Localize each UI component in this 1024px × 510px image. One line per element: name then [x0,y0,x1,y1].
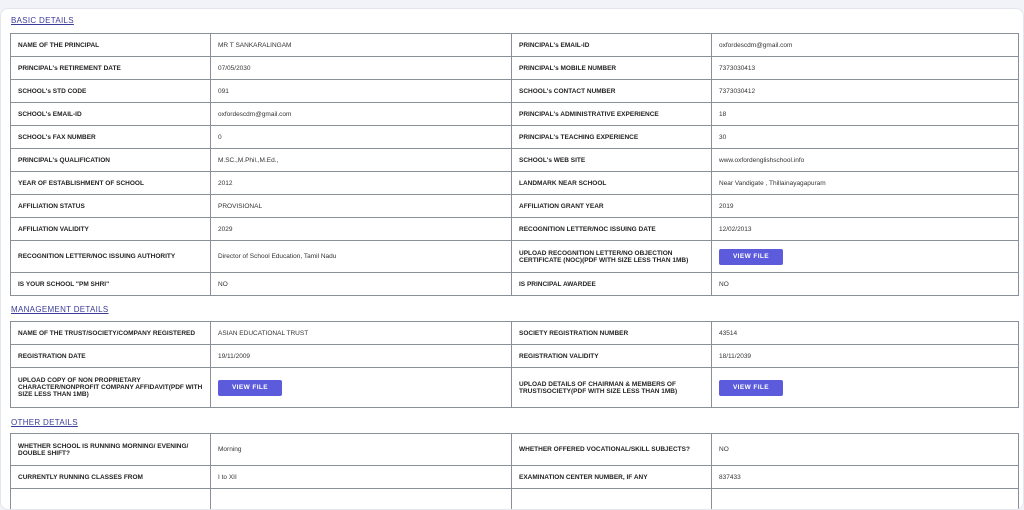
table-row [11,322,1019,345]
view-file-button[interactable]: VIEW FILE [218,380,282,396]
label-recognition-date: RECOGNITION LETTER/NOC ISSUING DATE [512,218,712,241]
value-admin-experience: 18 [712,103,1019,126]
label-std-code: SCHOOL's STD CODE [11,80,211,103]
value-trust-name: ASIAN EDUCATIONAL TRUST [211,322,512,345]
label-website: SCHOOL's WEB SITE [512,149,712,172]
cell-upload-chairman-details [712,368,1019,408]
label-recognition-authority: RECOGNITION LETTER/NOC ISSUING AUTHORITY [11,241,211,273]
value-principal-email: oxfordescdm@gmail.com [712,34,1019,57]
label-trust-name: NAME OF THE TRUST/SOCIETY/COMPANY REGISTERED [11,322,211,345]
other-details-table [10,433,1019,510]
table-row [11,34,1019,57]
value-std-code: 091 [211,80,512,103]
value-teaching-experience: 30 [712,126,1019,149]
label-teaching-experience: PRINCIPAL's TEACHING EXPERIENCE [512,126,712,149]
value-year-established: 2012 [211,172,512,195]
value-registration-date: 19/11/2009 [211,345,512,368]
table-row [11,241,1019,273]
value-principal-name: MR T SANKARALINGAM [211,34,512,57]
value-vocational-subjects: NO [712,434,1019,466]
table-row [11,57,1019,80]
value-fax-number: 0 [211,126,512,149]
value-recognition-authority: Director of School Education, Tamil Nadu [211,241,512,273]
label-landmark: LANDMARK NEAR SCHOOL [512,172,712,195]
label-upload-chairman-details: UPLOAD DETAILS OF CHAIRMAN & MEMBERS OF TRUST/SOCIETY(PDF WITH SIZE LESS THAN 1MB) [512,368,712,408]
table-row [11,126,1019,149]
management-details-table [10,321,1019,408]
value-registration-validity: 18/11/2039 [712,345,1019,368]
view-file-button[interactable]: VIEW FILE [719,249,783,265]
cell-upload-recognition-letter [712,241,1019,273]
value-retirement-date: 07/05/2030 [211,57,512,80]
label-registration-date: REGISTRATION DATE [11,345,211,368]
value-principal-mobile: 7373030413 [712,57,1019,80]
value-website: www.oxfordenglishschool.info [712,149,1019,172]
label-retirement-date: PRINCIPAL's RETIREMENT DATE [11,57,211,80]
section-title-management-details: MANAGEMENT DETAILS [11,305,109,314]
value-exam-center-number: 837433 [712,466,1019,489]
table-row [11,149,1019,172]
value-qualification: M.SC.,M.Phil.,M.Ed., [211,149,512,172]
value-school-contact: 7373030412 [712,80,1019,103]
table-row [11,273,1019,296]
label-affiliation-grant-year: AFFILIATION GRANT YEAR [512,195,712,218]
value-landmark: Near Vandigate , Thillainayagapuram [712,172,1019,195]
table-row [11,489,1019,510]
label-principal-awardee: IS PRINCIPAL AWARDEE [512,273,712,296]
table-row [11,466,1019,489]
section-title-other-details: OTHER DETAILS [11,418,78,427]
basic-details-table [10,33,1019,296]
label-exam-center-number: EXAMINATION CENTER NUMBER, IF ANY [512,466,712,489]
table-row [11,80,1019,103]
table-row [11,218,1019,241]
table-row [11,368,1019,408]
label-running-classes: CURRENTLY RUNNING CLASSES FROM [11,466,211,489]
value-affiliation-validity: 2029 [211,218,512,241]
table-row [11,172,1019,195]
label-pm-shri: IS YOUR SCHOOL "PM SHRI" [11,273,211,296]
value-pm-shri: NO [211,273,512,296]
label-fax-number: SCHOOL's FAX NUMBER [11,126,211,149]
value-school-email: oxfordescdm@gmail.com [211,103,512,126]
table-row [11,195,1019,218]
label-society-registration-number: SOCIETY REGISTRATION NUMBER [512,322,712,345]
label-school-shift: WHETHER SCHOOL IS RUNNING MORNING/ EVENING/ DOUBLE SHIFT? [11,434,211,466]
value-next-row [211,489,512,510]
details-card [0,8,1024,510]
label-affiliation-status: AFFILIATION STATUS [11,195,211,218]
value-running-classes: I to XII [211,466,512,489]
label-year-established: YEAR OF ESTABLISHMENT OF SCHOOL [11,172,211,195]
value-principal-awardee: NO [712,273,1019,296]
label-next-row [11,489,211,510]
label-admin-experience: PRINCIPAL's ADMINISTRATIVE EXPERIENCE [512,103,712,126]
label-principal-mobile: PRINCIPAL's MOBILE NUMBER [512,57,712,80]
label-school-contact: SCHOOL's CONTACT NUMBER [512,80,712,103]
value-affiliation-status: PROVISIONAL [211,195,512,218]
value-next-row-2 [712,489,1019,510]
label-principal-name: NAME OF THE PRINCIPAL [11,34,211,57]
value-school-shift: Morning [211,434,512,466]
label-vocational-subjects: WHETHER OFFERED VOCATIONAL/SKILL SUBJECTS? [512,434,712,466]
table-row [11,103,1019,126]
label-registration-validity: REGISTRATION VALIDITY [512,345,712,368]
cell-upload-affidavit [211,368,512,408]
label-principal-email: PRINCIPAL's EMAIL-ID [512,34,712,57]
value-society-registration-number: 43514 [712,322,1019,345]
table-row [11,345,1019,368]
label-next-row-2 [512,489,712,510]
label-upload-affidavit: UPLOAD COPY OF NON PROPRIETARY CHARACTER/NONPROFIT COMPANY AFFIDAVIT(PDF WITH SIZE LESS THAN 1MB) [11,368,211,408]
view-file-button[interactable]: VIEW FILE [719,380,783,396]
table-row [11,434,1019,466]
label-qualification: PRINCIPAL's QUALIFICATION [11,149,211,172]
section-title-basic-details: BASIC DETAILS [11,16,74,25]
label-affiliation-validity: AFFILIATION VALIDITY [11,218,211,241]
value-affiliation-grant-year: 2019 [712,195,1019,218]
label-upload-recognition-letter: UPLOAD RECOGNITION LETTER/NO OBJECTION CERTIFICATE (NOC)(PDF WITH SIZE LESS THAN 1MB) [512,241,712,273]
label-school-email: SCHOOL's EMAIL-ID [11,103,211,126]
value-recognition-date: 12/02/2013 [712,218,1019,241]
